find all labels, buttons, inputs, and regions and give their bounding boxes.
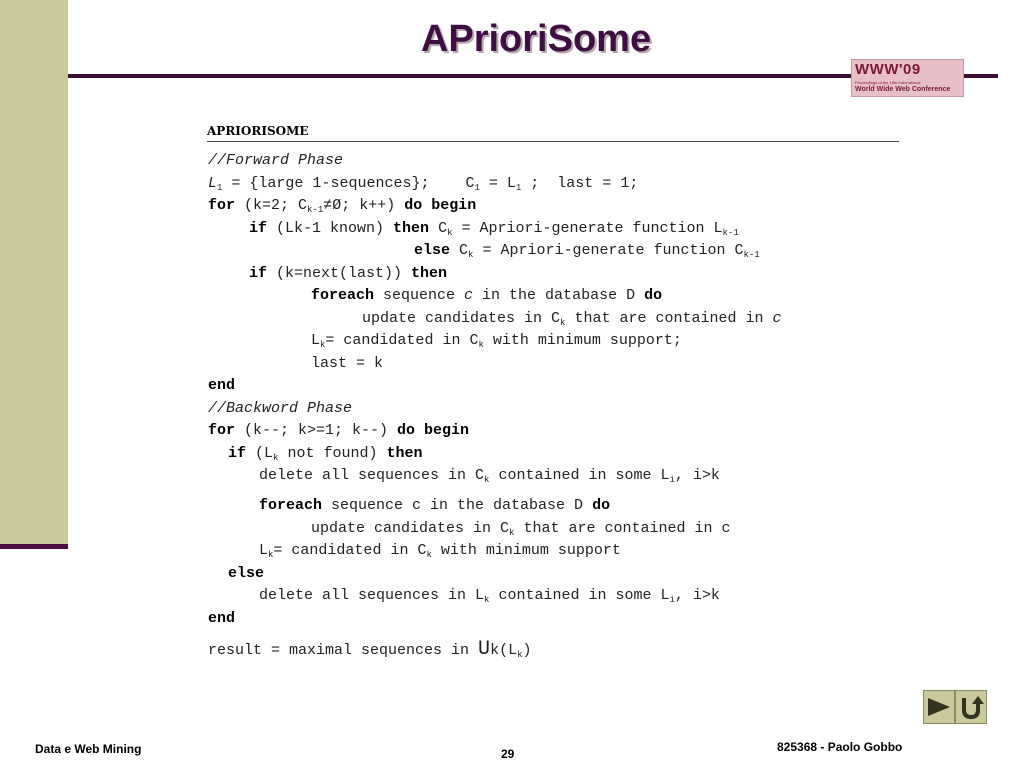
code-line: foreach sequence c in the database D do — [311, 287, 663, 304]
footer-author: 825368 - Paolo Gobbo — [777, 740, 903, 754]
return-icon — [956, 691, 986, 723]
code-line: if (Lk-1 known) then $C_k$ = Apriori-generate function $L_{k-1}$ — [249, 220, 739, 238]
code-line: foreach sequence c in the database D do — [259, 497, 611, 514]
logo-name: WWW'09 — [855, 61, 921, 78]
code-line: delete all sequences in $C_k$ contained in some $L_i$, i>k — [259, 467, 720, 485]
next-slide-button[interactable] — [923, 690, 955, 724]
code-line: if ($L_k$ not found) then — [228, 445, 423, 463]
code-line: for (k--; k>=1; k--) do begin — [208, 422, 470, 439]
algorithm-name: APRIORISOME — [207, 124, 309, 138]
return-button[interactable] — [955, 690, 987, 724]
page-number: 29 — [501, 747, 515, 761]
code-line: //Backword Phase — [208, 400, 353, 417]
code-line: $L_k=$ candidated in $C_k$ with minimum support; — [311, 332, 682, 350]
code-line: $L_1$ = {large 1-sequences}; $C_1 = L_1$ ; last = 1; — [208, 175, 639, 193]
slide-title: APrioriSome — [420, 18, 652, 60]
code-line: end — [208, 610, 236, 627]
sidebar-edge — [0, 544, 68, 549]
logo-tagline: Proceedings of the 18th International — [855, 80, 921, 85]
code-line: last = k — [311, 355, 384, 372]
code-line: //Forward Phase — [208, 152, 344, 169]
algorithm-rule — [207, 141, 899, 142]
play-icon — [924, 691, 954, 723]
code-line: end — [208, 377, 236, 394]
sidebar-band — [0, 0, 68, 547]
www09-logo — [851, 59, 964, 97]
code-line: for (k=2; $C_{k-1}\ne Ø$; k++) do begin — [208, 197, 477, 215]
code-line: else $C_k$ = Apriori-generate function $C_{k-1}$ — [414, 242, 760, 260]
code-line: result = maximal sequences in $Uk(L_k)$ — [208, 638, 532, 661]
footer-course: Data e Web Mining — [35, 742, 142, 756]
code-line: update candidates in $C_k$ that are contained in c — [311, 520, 731, 538]
code-line: delete all sequences in $L_k$ contained in some $L_i$, i>k — [259, 587, 720, 605]
code-line: $L_k=$ candidated in $C_k$ with minimum support — [259, 542, 621, 560]
code-line: update candidates in $C_k$ that are contained in c — [362, 310, 782, 328]
code-line: if (k=next(last)) then — [249, 265, 448, 282]
logo-conference: World Wide Web Conference — [855, 86, 951, 93]
code-line: else — [228, 565, 265, 582]
